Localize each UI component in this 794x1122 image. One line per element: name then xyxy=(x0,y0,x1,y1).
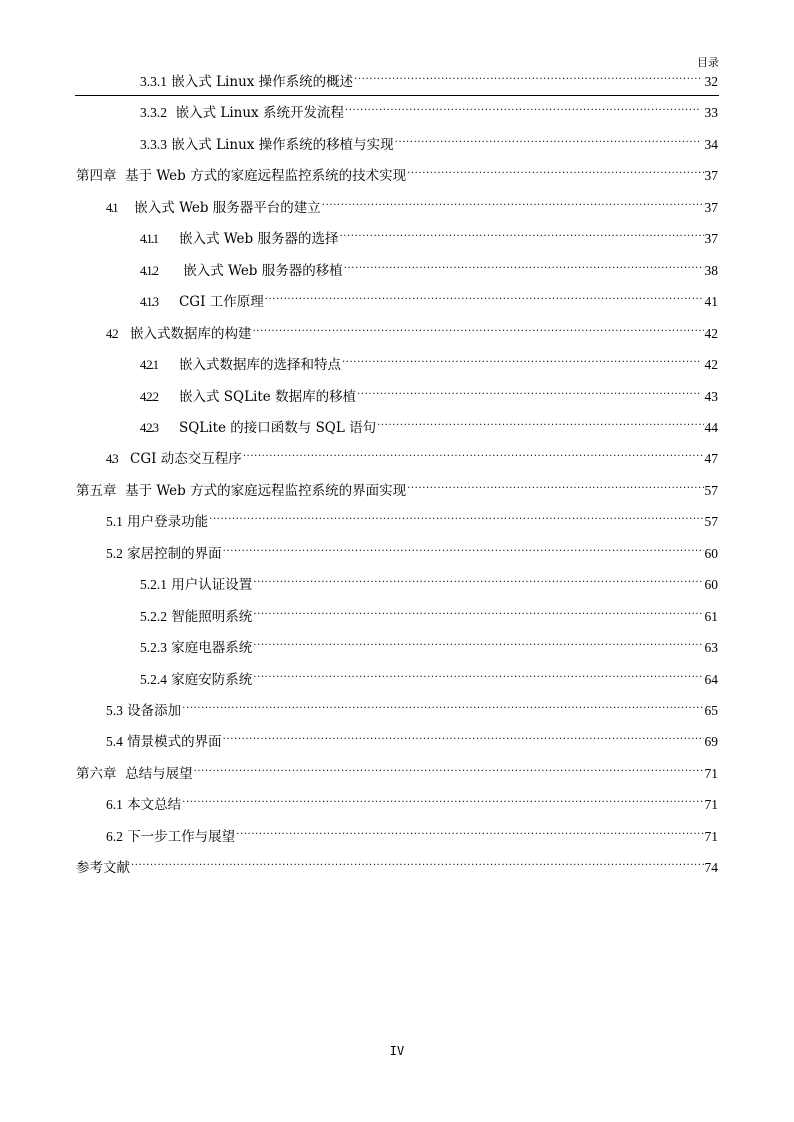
toc-entry-gap xyxy=(158,356,179,374)
toc-entry-title: 嵌入式数据库的构建 xyxy=(130,325,252,342)
toc-entry[interactable] xyxy=(140,72,718,91)
toc-entry-title: 家居控制的界面 xyxy=(127,545,222,562)
toc-entry-gap xyxy=(117,325,130,343)
toc-entry-gap xyxy=(117,482,126,500)
toc-dot-leader xyxy=(253,575,703,589)
toc-dot-leader xyxy=(342,355,700,369)
toc-entry-title: 家庭安防系统 xyxy=(171,671,253,688)
toc-entry-title: 嵌入式 Linux 系统开发流程 xyxy=(175,105,344,122)
toc-entry-gap xyxy=(117,199,134,217)
toc-entry-number: 4.2.3 xyxy=(140,420,158,435)
toc-entry-page: 63 xyxy=(704,640,718,656)
toc-dot-leader xyxy=(345,103,700,117)
toc-entry-title: 家庭电器系统 xyxy=(171,640,253,657)
toc-entry-page: 57 xyxy=(704,514,718,530)
toc-dot-leader xyxy=(357,387,700,401)
toc-entry-number: 4.1.3 xyxy=(140,295,158,310)
toc-entry[interactable] xyxy=(140,103,718,122)
toc-entry-page: 60 xyxy=(704,545,718,561)
toc-entry-number: 参考文献 xyxy=(76,860,130,876)
toc-entry-number: 4.2 xyxy=(106,326,118,341)
toc-entry-number: 6.2 xyxy=(106,828,123,844)
toc-entry[interactable] xyxy=(106,324,718,343)
toc-entry-gap xyxy=(158,388,179,406)
toc-entry-title: 嵌入式 SQLite 数据库的移植 xyxy=(178,388,357,405)
toc-entry-number: 3.3.2 xyxy=(140,105,167,121)
toc-entry-page: 74 xyxy=(704,860,718,876)
toc-dot-leader xyxy=(182,701,703,715)
toc-entry[interactable] xyxy=(76,166,718,185)
toc-entry-number: 第四章 xyxy=(76,168,117,184)
toc-entry-page: 60 xyxy=(704,577,718,593)
toc-entry-title: 基于 Web 方式的家庭远程监控系统的技术实现 xyxy=(125,168,407,185)
toc-entry-page: 43 xyxy=(701,388,718,404)
toc-entry-title: 本文总结 xyxy=(127,797,182,814)
toc-dot-leader xyxy=(243,449,704,463)
toc-entry-page: 57 xyxy=(704,482,718,498)
toc-dot-leader xyxy=(407,481,703,495)
toc-dot-leader xyxy=(223,732,704,746)
toc-entry-gap xyxy=(117,167,126,185)
toc-entry-title: CGI 动态交互程序 xyxy=(130,451,242,468)
toc-dot-leader xyxy=(407,166,703,180)
toc-entry-page: 71 xyxy=(704,765,718,781)
toc-dot-leader xyxy=(182,795,703,809)
toc-entry-number: 4.1.2 xyxy=(140,263,158,278)
toc-dot-leader xyxy=(395,135,700,149)
toc-entry-page: 42 xyxy=(701,357,718,373)
toc-entry-page: 47 xyxy=(704,451,718,467)
toc-dot-leader xyxy=(354,72,700,86)
toc-entry-title: 嵌入式数据库的选择和特点 xyxy=(178,357,341,374)
toc-dot-leader xyxy=(253,607,703,621)
toc-entry-page: 69 xyxy=(704,734,718,750)
toc-entry[interactable] xyxy=(106,449,718,468)
toc-entry[interactable] xyxy=(140,638,718,657)
toc-entry-number: 5.4 xyxy=(106,734,123,750)
toc-entry-gap xyxy=(158,230,179,248)
toc-entry-title: 嵌入式 Linux 操作系统的概述 xyxy=(171,74,354,90)
toc-entry-title: 情景模式的界面 xyxy=(127,734,222,751)
toc-entry-page: 37 xyxy=(704,231,718,247)
toc-entry-number: 第五章 xyxy=(76,482,117,498)
toc-dot-leader xyxy=(131,858,704,872)
toc-entry[interactable] xyxy=(140,229,718,248)
toc-entry-page: 42 xyxy=(704,325,718,341)
toc-entry-page: 38 xyxy=(704,262,718,278)
toc-entry-title: 智能照明系统 xyxy=(171,608,253,625)
toc-entry[interactable] xyxy=(140,575,718,594)
toc-entry[interactable] xyxy=(140,355,718,374)
toc-entry-page: 71 xyxy=(704,828,718,844)
toc-entry-number: 5.2.2 xyxy=(140,608,167,624)
toc-entry-page: 32 xyxy=(701,74,718,89)
toc-dot-leader xyxy=(236,827,703,841)
toc-entry[interactable] xyxy=(140,670,718,689)
toc-entry-number: 5.2.4 xyxy=(140,671,167,687)
toc-entry[interactable] xyxy=(140,292,718,311)
toc-dot-leader xyxy=(194,764,704,778)
toc-entry-gap xyxy=(117,450,130,468)
toc-entry-number: 5.2.3 xyxy=(140,640,167,656)
toc-entry-gap xyxy=(158,419,179,437)
toc-entry-number: 3.3.1 xyxy=(140,74,167,89)
toc-entry[interactable] xyxy=(140,135,718,154)
toc-entry[interactable] xyxy=(76,764,718,783)
toc-entry[interactable] xyxy=(140,387,718,406)
toc-entry[interactable] xyxy=(106,198,718,217)
toc-dot-leader xyxy=(344,261,704,275)
running-header-label: 目录 xyxy=(697,56,719,69)
toc-entry-gap xyxy=(158,293,179,311)
toc-entry-title: 用户登录功能 xyxy=(127,514,209,531)
toc-entry-page: 64 xyxy=(704,671,718,687)
toc-entry-title: SQLite 的接口函数与 SQL 语句 xyxy=(178,419,377,436)
toc-entry-gap xyxy=(158,262,184,280)
toc-entry-number: 5.1 xyxy=(106,514,123,530)
header-rule xyxy=(75,95,719,96)
toc-entry-number: 4.2.1 xyxy=(140,358,158,373)
toc-entry-number: 6.1 xyxy=(106,797,123,813)
toc-dot-leader xyxy=(377,418,703,432)
toc-dot-leader xyxy=(253,638,703,652)
toc-entry-title: 嵌入式 Web 服务器平台的建立 xyxy=(134,199,321,216)
toc-entry-title: 总结与展望 xyxy=(125,765,193,782)
toc-entry-number: 第六章 xyxy=(76,765,117,781)
toc-entry-gap xyxy=(167,104,176,122)
toc-dot-leader xyxy=(339,229,703,243)
toc-entry-number: 5.2 xyxy=(106,545,123,561)
toc-entry-page: 71 xyxy=(704,797,718,813)
toc-entry-page: 41 xyxy=(704,294,718,310)
page-number: IV xyxy=(389,1044,405,1058)
toc-entry-number: 5.2.1 xyxy=(140,577,167,593)
toc-entry[interactable] xyxy=(106,701,718,720)
toc-dot-leader xyxy=(265,292,704,306)
toc-entry-title: 设备添加 xyxy=(127,703,182,719)
toc-entry-page: 61 xyxy=(704,608,718,624)
toc-dot-leader xyxy=(223,544,704,558)
toc-entry-title: 用户认证设置 xyxy=(171,577,253,594)
toc-entry-number: 4.3 xyxy=(106,452,118,467)
toc-entry[interactable] xyxy=(106,795,718,814)
toc-entry[interactable] xyxy=(106,512,718,531)
toc-entry-number: 4.1.1 xyxy=(140,232,158,247)
toc-entry-page: 33 xyxy=(701,105,718,121)
toc-dot-leader xyxy=(253,670,703,684)
toc-entry[interactable] xyxy=(140,418,718,437)
toc-entry-number: 4.2.2 xyxy=(140,389,158,404)
toc-dot-leader xyxy=(322,198,704,212)
toc-entry-title: 嵌入式 Web 服务器的选择 xyxy=(178,231,339,248)
toc-entry-page: 65 xyxy=(704,703,718,718)
toc-entry[interactable] xyxy=(106,544,718,563)
toc-entry[interactable] xyxy=(106,827,718,846)
toc-entry-number: 5.3 xyxy=(106,703,123,718)
toc-entry-number: 4.1 xyxy=(106,200,118,215)
toc-entry[interactable] xyxy=(140,261,718,280)
toc-entry-page: 44 xyxy=(704,419,718,435)
toc-entry-gap xyxy=(117,765,126,783)
toc-entry-title: CGI 工作原理 xyxy=(178,294,264,311)
toc-entry-title: 嵌入式 Web 服务器的移植 xyxy=(183,262,343,279)
toc-entry[interactable] xyxy=(106,732,718,751)
toc-entry[interactable] xyxy=(140,607,718,626)
toc-entry-page: 37 xyxy=(704,199,718,215)
toc-entry-page: 34 xyxy=(701,136,718,152)
toc-entry-title: 基于 Web 方式的家庭远程监控系统的界面实现 xyxy=(125,482,407,499)
toc-dot-leader xyxy=(253,324,704,338)
toc-dot-leader xyxy=(209,512,703,526)
toc-entry[interactable] xyxy=(76,858,718,877)
toc-entry[interactable] xyxy=(76,481,718,500)
toc-entry-number: 3.3.3 xyxy=(140,136,167,152)
toc-entry-title: 嵌入式 Linux 操作系统的移植与实现 xyxy=(171,136,394,153)
toc-entry-page: 37 xyxy=(704,168,718,184)
toc-entry-title: 下一步工作与展望 xyxy=(127,828,236,845)
